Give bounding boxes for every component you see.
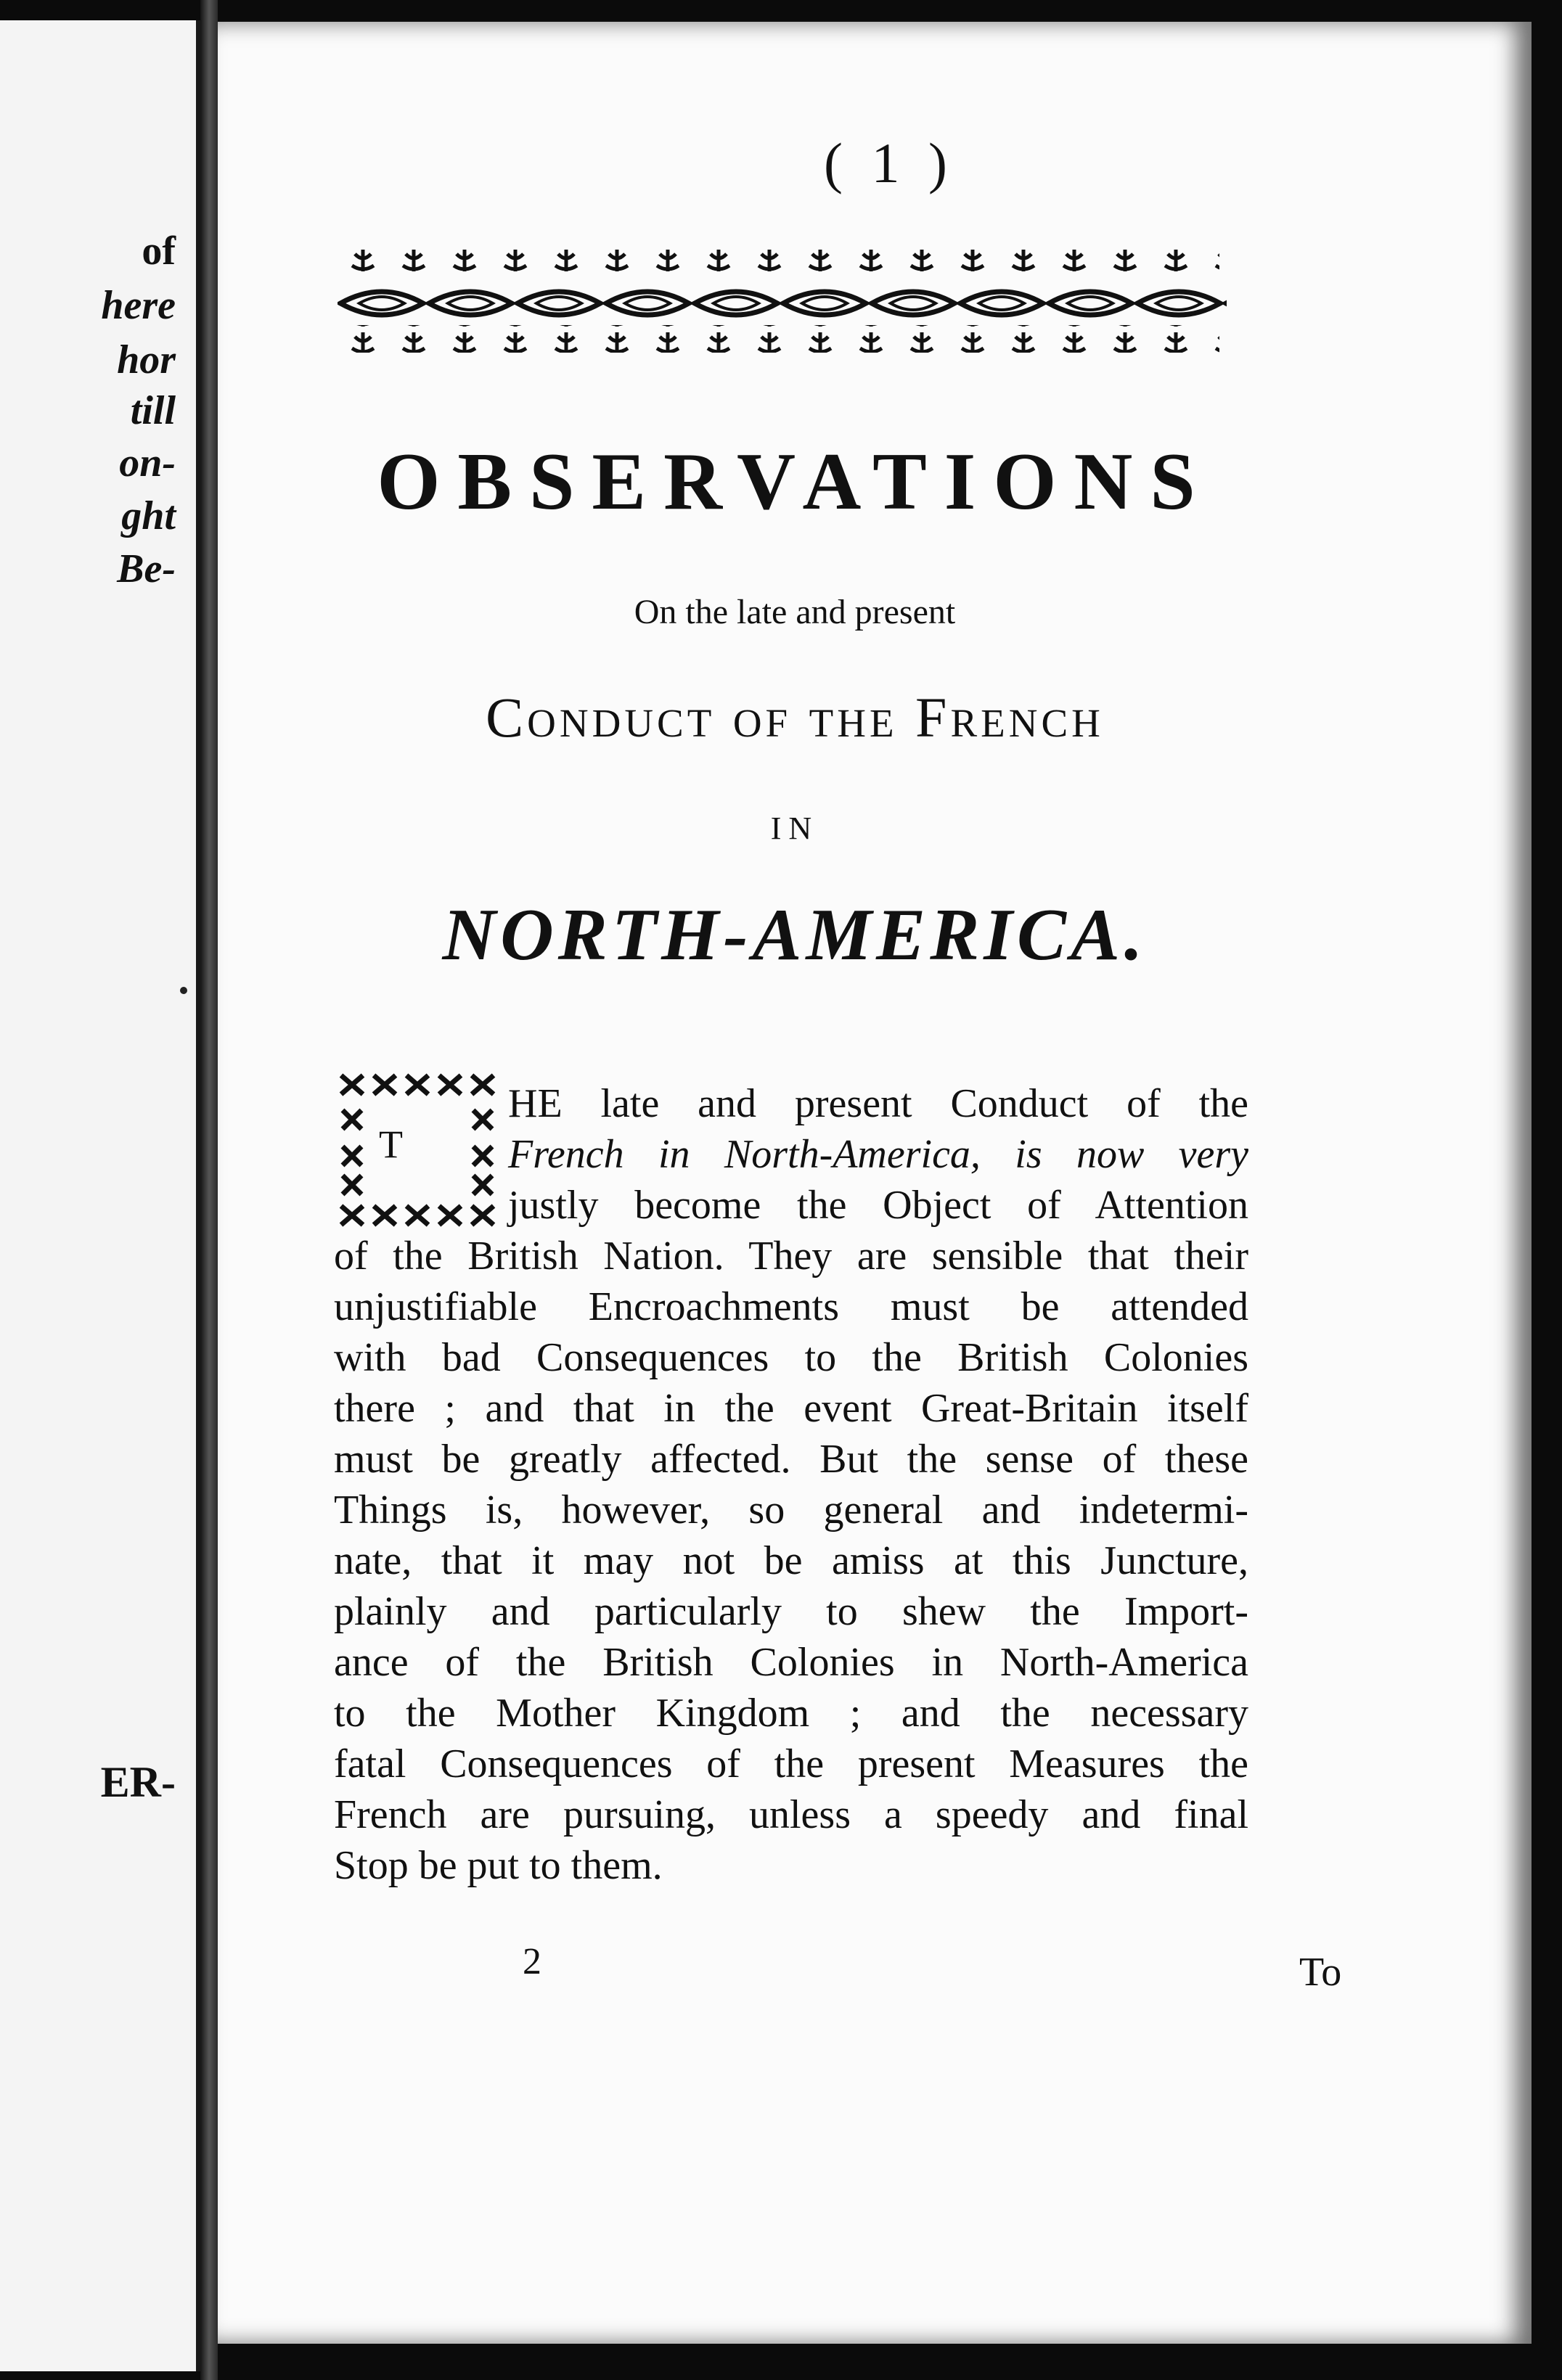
page-number: ( 1 ): [824, 131, 954, 194]
catchword: To: [1299, 1950, 1342, 1995]
left-page: [0, 20, 200, 2371]
drop-cap-letter: T: [379, 1123, 403, 1166]
text-line: of the British Nation. They are sensible that their: [334, 1234, 1248, 1279]
text-line: plainly and particularly to shew the Import-: [334, 1589, 1248, 1634]
left-fragment: ght: [121, 493, 176, 538]
headpiece-ornament: [338, 247, 1227, 356]
signature-mark: 2: [523, 1941, 541, 1982]
text-line: to the Mother Kingdom ; and the necessary: [334, 1691, 1248, 1736]
body-paragraph: [334, 1078, 1248, 1891]
text-line: justly become the Object of Attention: [508, 1183, 1248, 1228]
text-line: nate, that it may not be amiss at this Juncture,: [334, 1538, 1248, 1583]
text-line: must be greatly affected. But the sense of these: [334, 1437, 1248, 1482]
text-line: with bad Consequences to the British Colonies: [334, 1335, 1248, 1380]
left-fragment: on-: [119, 440, 176, 485]
left-fragment: Be-: [117, 546, 176, 591]
text-line: HE late and present Conduct of the: [508, 1081, 1248, 1126]
subtitle: On the late and present: [634, 593, 956, 631]
book-gutter: [200, 0, 218, 2380]
left-fragment: hor: [117, 337, 176, 382]
place-heading: NORTH-AMERICA.: [442, 894, 1148, 976]
conduct-heading: Conduct of the French: [486, 686, 1104, 749]
text-line: ance of the British Colonies in North-America: [334, 1640, 1248, 1685]
in-heading: IN: [770, 811, 819, 846]
text-line: there ; and that in the event Great-Britain itself: [334, 1386, 1248, 1431]
left-fragment: ER-: [100, 1758, 176, 1806]
text-line: unjustifiable Encroachments must be attended: [334, 1284, 1248, 1329]
page-title: OBSERVATIONS: [377, 437, 1213, 527]
text-line: French are pursuing, unless a speedy and final: [334, 1792, 1248, 1837]
text-line: Stop be put to them.: [334, 1843, 663, 1888]
text-line: French in North-America, is now very: [508, 1132, 1248, 1177]
text-line: Things is, however, so general and indetermi-: [334, 1488, 1248, 1532]
left-fragment: of: [142, 229, 176, 274]
left-fragment: till: [130, 388, 176, 433]
text-line: fatal Consequences of the present Measures the: [334, 1741, 1248, 1786]
left-fragment: here: [101, 283, 176, 328]
right-page: [218, 22, 1532, 2344]
ink-spot: [180, 987, 187, 994]
